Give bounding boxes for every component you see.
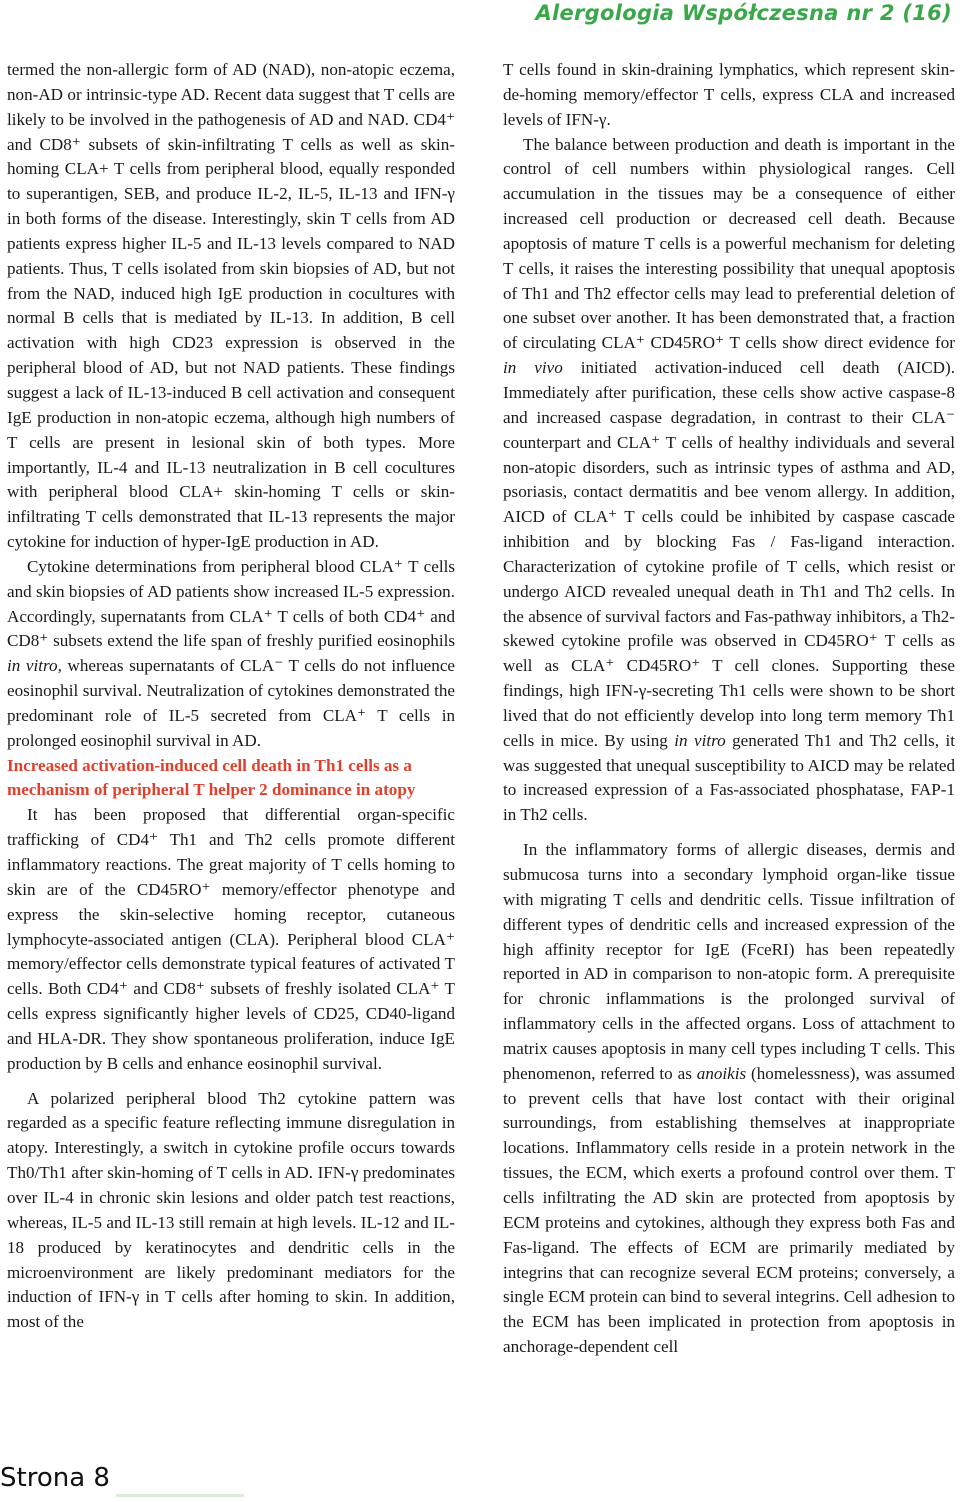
left-column <box>7 58 455 1458</box>
paragraph: Cytokine determinations from peripheral blood CLA⁺ T cells and skin biopsies of AD patients show increased IL-5 expression. Accordingly, supernatants from CLA⁺ T cells of both CD4⁺ and CD8⁺ subsets extend the life span of freshly purified eosinophils in vitro, whereas supernatants of CLA⁻ T cells do not influence eosinophil survival. Neutralization of cytokines demonstrated the predominant role of IL-5 secreted from CLA⁺ T cells in prolonged eosinophil survival in AD. <box>7 556 455 750</box>
paragraph: A polarized peripheral blood Th2 cytokine pattern was regarded as a specific feature reflecting immune disregulation in atopy. Interestingly, a switch in cytokine profile occurs towards Th0/Th1 after skin-homing of T cells in AD. IFN-γ predominates over IL-4 in chronic skin lesions and older patch test reactions, whereas, IL-5 and IL-13 still remain at high levels. IL-12 and IL-18 produced by keratinocytes and dendritic cells in the microenvironment are likely predominant mediators for the induction of IFN-γ in T cells after homing to skin. In addition, most of the <box>7 1088 455 1332</box>
section-heading: Increased activation-induced cell death in Th1 cells as a mechanism of peripheral T helper 2 dominance in atopy <box>7 755 416 800</box>
paragraph: termed the non-allergic form of AD (NAD), non-atopic eczema, non-AD or intrinsic-type AD. Recent data suggest that T cells are likely to be involved in the pathogenesis of AD and NAD. CD4⁺ and CD8⁺ subsets of skin-infiltrating T cells as well as skin-homing CLA+ T cells from peripheral blood, equally responded to superantigen, SEB, and produce IL-2, IL-5, IL-13 and IFN-γ in both forms of the disease. Interestingly, skin T cells from AD patients express higher IL-5 and IL-13 levels compared to NAD patients. Thus, T cells isolated from skin biopsies of AD, but not from the NAD, induced high IgE production in cocultures with normal B cells that is mediated by IL-13. In addition, B cell activation with high CD23 expression is observed in the peripheral blood of AD, but not NAD patients. These findings suggest a lack of IL-13-induced B cell activation and consequent IgE production in non-atopic eczema, although high numbers of T cells are present in lesional skin of both types. More importantly, IL-4 and IL-13 neutralization in B cell cocultures with peripheral blood CLA+ skin-homing T cells or skin-infiltrating T cells demonstrated that IL-13 represents the major cytokine for induction of hyper-IgE production in AD. <box>7 60 455 552</box>
right-column <box>503 58 955 1458</box>
paragraph: The balance between production and death is important in the control of cell numbers within physiological ranges. Cell accumulation in the tissues may be a consequence of either increased cell production or decreased cell death. Because apoptosis of mature T cells is a powerful mechanism for deleting T cells, it raises the interesting possibility that unequal apoptosis of Th1 and Th2 effector cells may lead to preferential deletion of one subset over another. It has been demonstrated that, a fraction of circulating CLA⁺ CD45RO⁺ T cells show direct evidence for in vivo initiated activation-induced cell death (AICD). Immediately after purification, these cells show active caspase-8 and increased caspase degradation, in contrast to their CLA⁻ counterpart and CLA⁺ T cells of healthy individuals and several non-atopic disorders, such as intrinsic types of asthma and AD, psoriasis, contact dermatitis and bee venom allergy. In addition, AICD of CLA⁺ T cells could be inhibited by caspase cascade inhibition and by blocking Fas / Fas-ligand interaction. Characterization of cytokine profile of T cells, which resist or undergo AICD revealed unequal death in Th1 and Th2 cells. In the absence of survival factors and Fas-pathway inhibitors, a Th2-skewed cytokine profile was observed in CD45RO⁺ T cells as well as CLA⁺ CD45RO⁺ T cell clones. Supporting these findings, high IFN-γ-secreting Th1 cells were shown to be short lived that do not efficiently develop into long term memory Th1 cells in mice. By using in vitro generated Th1 and Th2 cells, it was suggested that unequal susceptibility to AICD may be related to increased expression of a Fas-associated phosphatase, FAP-1 in Th2 cells. <box>503 134 955 825</box>
paragraph: T cells found in skin-draining lymphatics, which represent skin-de-homing memory/effector T cells, express CLA and increased levels of IFN-γ. <box>503 60 955 129</box>
paragraph: In the inflammatory forms of allergic diseases, dermis and submucosa turns into a secondary lymphoid organ-like tissue with migrating T cells and dendritic cells. Tissue infiltration of different types of dendritic cells and increased expression of the high affinity receptor for IgE (FceRI) has been repeatedly reported in AD in comparison to non-atopic form. A prerequisite for chronic inflammations is the prolonged survival of inflammatory cells in the affected organs. Loss of attachment to matrix causes apoptosis in many cell types including T cells. This phenomenon, referred to as anoikis (homelessness), was assumed to prevent cells that have lost contact with their original surroundings, from establishing themselves at inappropriate locations. Inflammatory cells reside in a protein network in the tissues, the ECM, which exerts a profound control over them. T cells infiltrating the AD skin are protected from apoptosis by ECM proteins and cytokines, although they express both Fas and Fas-ligand. The effects of ECM are primarily mediated by integrins that can recognize several ECM proteins; conversely, a single ECM protein can bind to several integrins. Cell adhesion to the ECM has been implicated in protection from apoptosis in anchorage-dependent cell <box>503 840 955 1357</box>
journal-title: Alergologia Współczesna nr 2 (16) <box>535 1 952 25</box>
footer-divider <box>116 1494 244 1497</box>
page-number: Strona 8 <box>0 1463 110 1493</box>
paragraph: It has been proposed that differential organ-specific trafficking of CD4⁺ Th1 and Th2 cells promote different inflammatory reactions. The great majority of T cells homing to skin are of the CD45RO⁺ memory/effector phenotype and express the skin-selective homing receptor, cutaneous lymphocyte-associated antigen (CLA). Peripheral blood CLA⁺ memory/effector cells demonstrate typical features of activated T cells. Both CD4⁺ and CD8⁺ subsets of freshly isolated CLA⁺ T cells express significantly higher levels of CD25, CD40-ligand and HLA-DR. They show spontaneous proliferation, induce IgE production by B cells and enhance eosinophil survival. <box>7 805 455 1073</box>
